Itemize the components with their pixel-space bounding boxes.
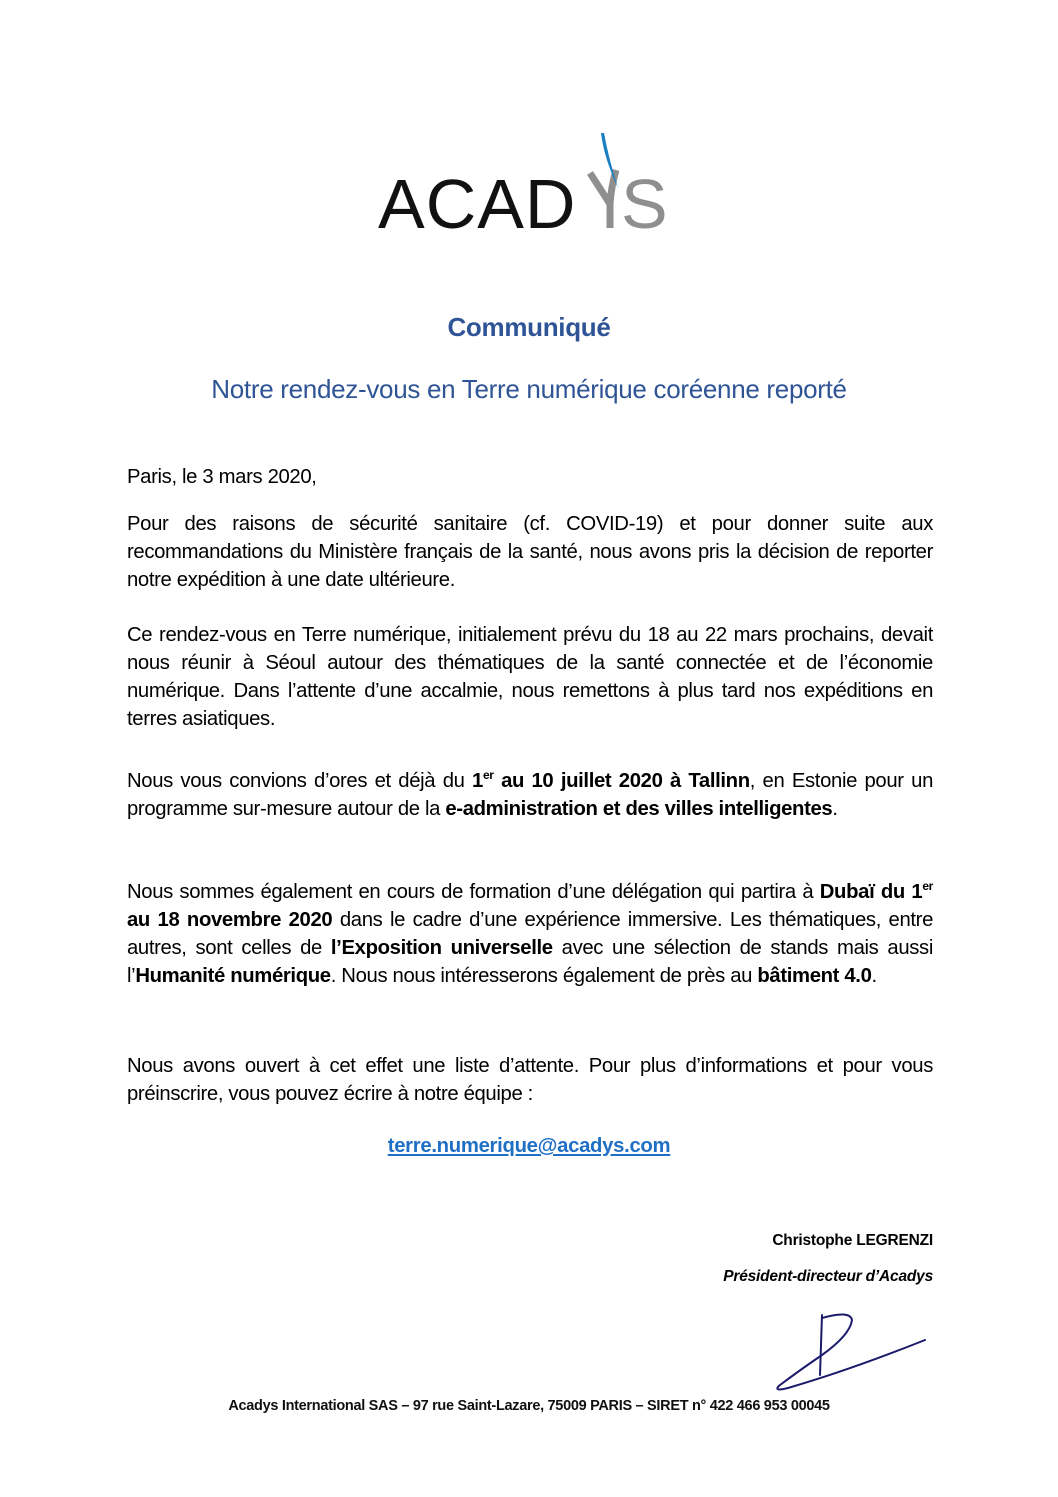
- p3-text-1: Nous vous convions d’ores et déjà du: [127, 770, 473, 792]
- paragraph-1-text: Pour des raisons de sécurité sanitaire (cf. COVID-19) et pour donner suite aux recommandations du Ministère français de la santé, nous avons pris la décision de reporter notre expédition à une date ultérieure.: [127, 513, 933, 591]
- acadys-logo-icon: [378, 128, 678, 238]
- signature-icon: [770, 1310, 930, 1395]
- page-subtitle: Notre rendez-vous en Terre numérique coréenne reporté: [211, 374, 847, 404]
- paragraph-5-text: Nous avons ouvert à cet effet une liste d’attente. Pour plus d’informations et pour vous préinscrire, vous pouvez écrire à notre équipe :: [127, 1055, 933, 1105]
- paragraph-1: [127, 510, 933, 594]
- paragraph-2: [127, 621, 933, 733]
- p4-bold-humanite: Humanité numérique: [135, 965, 331, 987]
- p3-text-2: , en Estonie pour un programme sur-mesure autour de la: [127, 770, 933, 820]
- signatory-role: Président-directeur d’Acadys: [723, 1268, 933, 1285]
- signatory-name: Christophe LEGRENZI: [772, 1232, 933, 1249]
- paragraph-4: Nous sommes également en cours de formation d’une délégation qui partira à Dubaï du 1er au 18 novembre 2020 dans le cadre d’une expérience immersive. Les thématiques, entre autres, sont celles de l’Exposition universelle avec une sélection de stands mais aussi l’Humanité numérique. Nous nous intéresserons également de près au bâtiment 4.0.: [127, 879, 934, 987]
- p4-bold-expo: l’Exposition universelle: [330, 937, 553, 959]
- footer-company-info: Acadys International SAS – 97 rue Saint-Lazare, 75009 PARIS – SIRET n° 422 466 953 00045: [228, 1398, 830, 1414]
- svg-text:S: S: [621, 165, 668, 238]
- paragraph-3: Nous vous convions d’ores et déjà du 1er au 10 juillet 2020 à Tallinn, en Estonie pour un programme sur-mesure autour de la e-administration et des villes intelligentes.: [127, 768, 933, 820]
- p4-bold-batiment: bâtiment 4.0: [757, 965, 872, 987]
- p4-text-1: Nous sommes également en cours de formation d’une délégation qui partira à: [127, 881, 820, 903]
- date-line: [127, 463, 933, 491]
- p3-bold-dates: 1er au 10 juillet 2020 à Tallinn: [472, 768, 750, 792]
- email-block: [0, 1135, 1058, 1158]
- date-text: Paris, le 3 mars 2020,: [127, 466, 317, 488]
- page-title: Communiqué: [447, 312, 611, 342]
- p3-bold-topic: e-administration et des villes intelligentes: [445, 798, 833, 820]
- paragraph-2-text: Ce rendez-vous en Terre numérique, initialement prévu du 18 au 22 mars prochains, devait nous réunir à Séoul autour des thématiques de la santé connectée et de l’économie numérique. Dans l’attente d’une accalmie, nous remettons à plus tard nos expéditions en terres asiatiques.: [127, 624, 933, 730]
- paragraph-5: [127, 1052, 933, 1108]
- acadys-logo: [378, 128, 678, 238]
- svg-text:ACAD: ACAD: [378, 165, 577, 238]
- handwritten-signature: [770, 1310, 930, 1395]
- p4-bold-dates: Dubaï du 1er au 18 novembre 2020: [127, 879, 933, 931]
- email-link[interactable]: terre.numerique@acadys.com: [387, 1135, 671, 1157]
- p4-text-2: dans le cadre d’une expérience immersive. Les thématiques, entre autres, sont celles de: [127, 909, 934, 959]
